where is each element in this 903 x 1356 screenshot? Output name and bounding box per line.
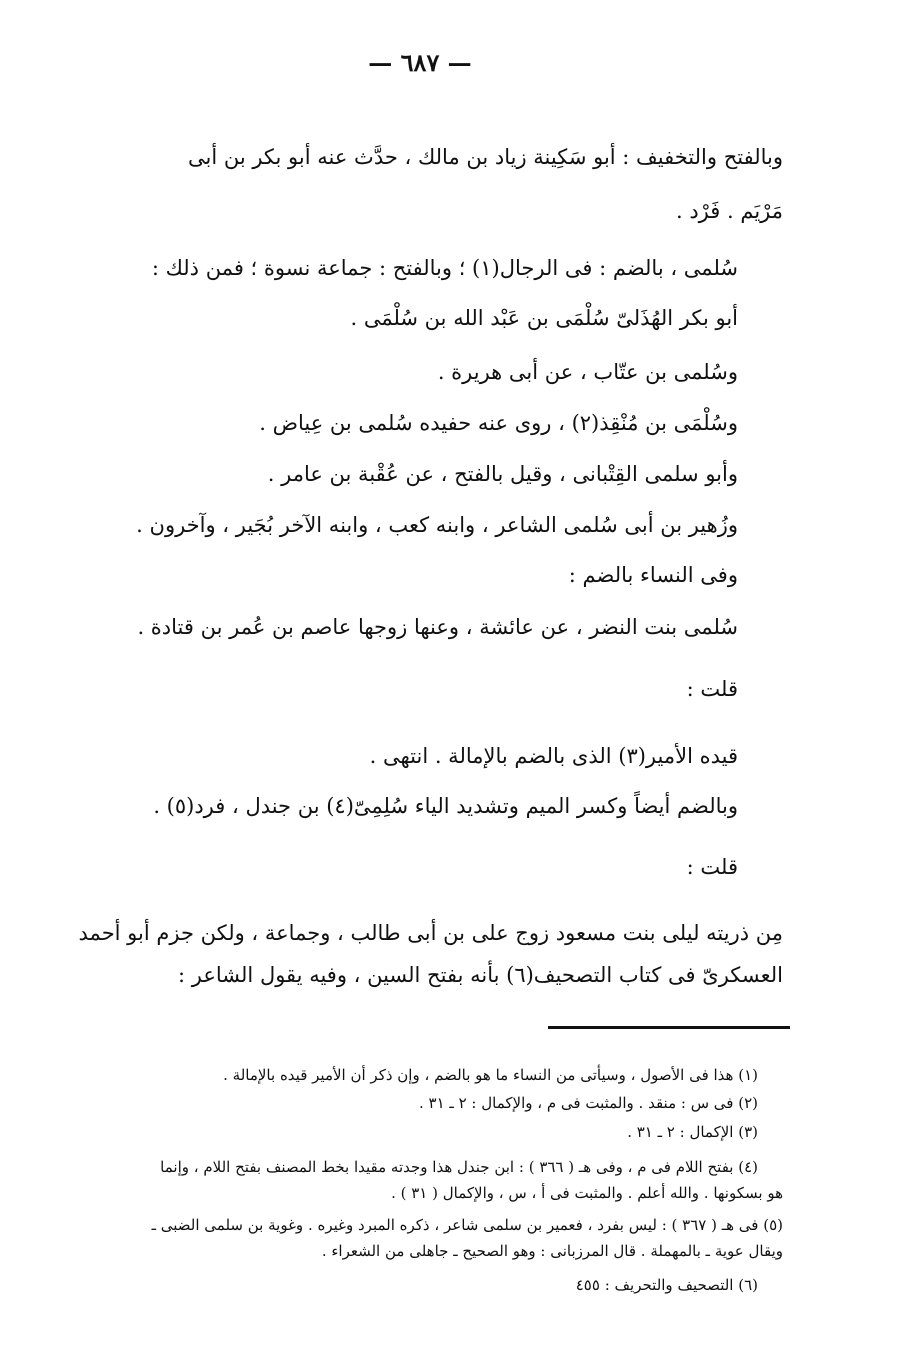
page-number: — ٦٨٧ — [368,48,472,77]
text-line: قيده الأمير(٣) الذى بالضم بالإمالة . انتهى . [369,744,738,768]
text-line: مِن ذريته ليلى بنت مسعود زوج على بن أبى طالب ، وجماعة ، ولكن جزم أبو أحمد [78,921,783,945]
text-line: وبالضم أيضاً وكسر الميم وتشديد الياء سُلِمِىّ(٤) بن جندل ، فرد(٥) . [153,794,738,818]
footnote: (١) هذا فى الأصول ، وسيأتى من النساء ما هو بالضم ، وإن ذكر أن الأمير قيده بالإمالة . [223,1066,758,1084]
footnote-divider [548,1026,790,1029]
section-label: قلت : [686,677,738,701]
text-line: وسُلْمَى بن مُنْقِذ(٢) ، روى عنه حفيده سُلمى بن عِياض . [259,411,738,435]
footnote: (٣) الإكمال : ٢ ـ ٣١ . [627,1123,758,1141]
text-line: مَرْيَم . فَرْد . [675,199,783,223]
footnote: هو بسكونها . والله أعلم . والمثبت فى أ ، س ، والإكمال ( ٣١ ) . [391,1184,783,1202]
text-line: وأبو سلمى القِتْبانى ، وقيل بالفتح ، عن عُقْبة بن عامر . [267,462,738,486]
text-line: العسكرىّ فى كتاب التصحيف(٦) بأنه بفتح السين ، وفيه يقول الشاعر : [178,963,783,987]
text-line: وفى النساء بالضم : [568,563,738,587]
footnote: (٢) فى س : منقد . والمثبت فى م ، والإكمال : ٢ ـ ٣١ . [418,1094,758,1112]
text-line: أبو بكر الهُذَلىّ سُلْمَى بن عَبْد الله بن سُلْمَى . [350,306,738,330]
footnote: (٥) فى هـ ( ٣٦٧ ) : ليس بفرد ، فعمير بن سلمى شاعر ، ذكره المبرد وغيره . وغوية بن سلمى الضبى ـ [151,1216,783,1234]
text-line: سُلمى ، بالضم : فى الرجال(١) ؛ وبالفتح : جماعة نسوة ؛ فمن ذلك : [151,256,738,280]
text-line: وسُلمى بن عتّاب ، عن أبى هريرة . [437,360,738,384]
footnote: ويقال عوية ـ بالمهملة . قال المرزبانى : وهو الصحيح ـ جاهلى من الشعراء . [321,1242,783,1260]
text-line: سُلمى بنت النضر ، عن عائشة ، وعنها زوجها عاصم بن عُمر بن قتادة . [137,615,738,639]
footnote: (٦) التصحيف والتحريف : ٤٥٥ [575,1276,758,1294]
text-line: وبالفتح والتخفيف : أبو سَكِينة زياد بن مالك ، حدَّث عنه أبو بكر بن أبى [187,145,783,169]
footnote: (٤) بفتح اللام فى م ، وفى هـ ( ٣٦٦ ) : ابن جندل هذا وجدته مقيدا بخط المصنف بفتح اللام ، وإنما [160,1158,758,1176]
text-line: وزُهير بن أبى سُلمى الشاعر ، وابنه كعب ، وابنه الآخر بُجَير ، وآخرون . [136,513,738,537]
section-label: قلت : [686,855,738,879]
